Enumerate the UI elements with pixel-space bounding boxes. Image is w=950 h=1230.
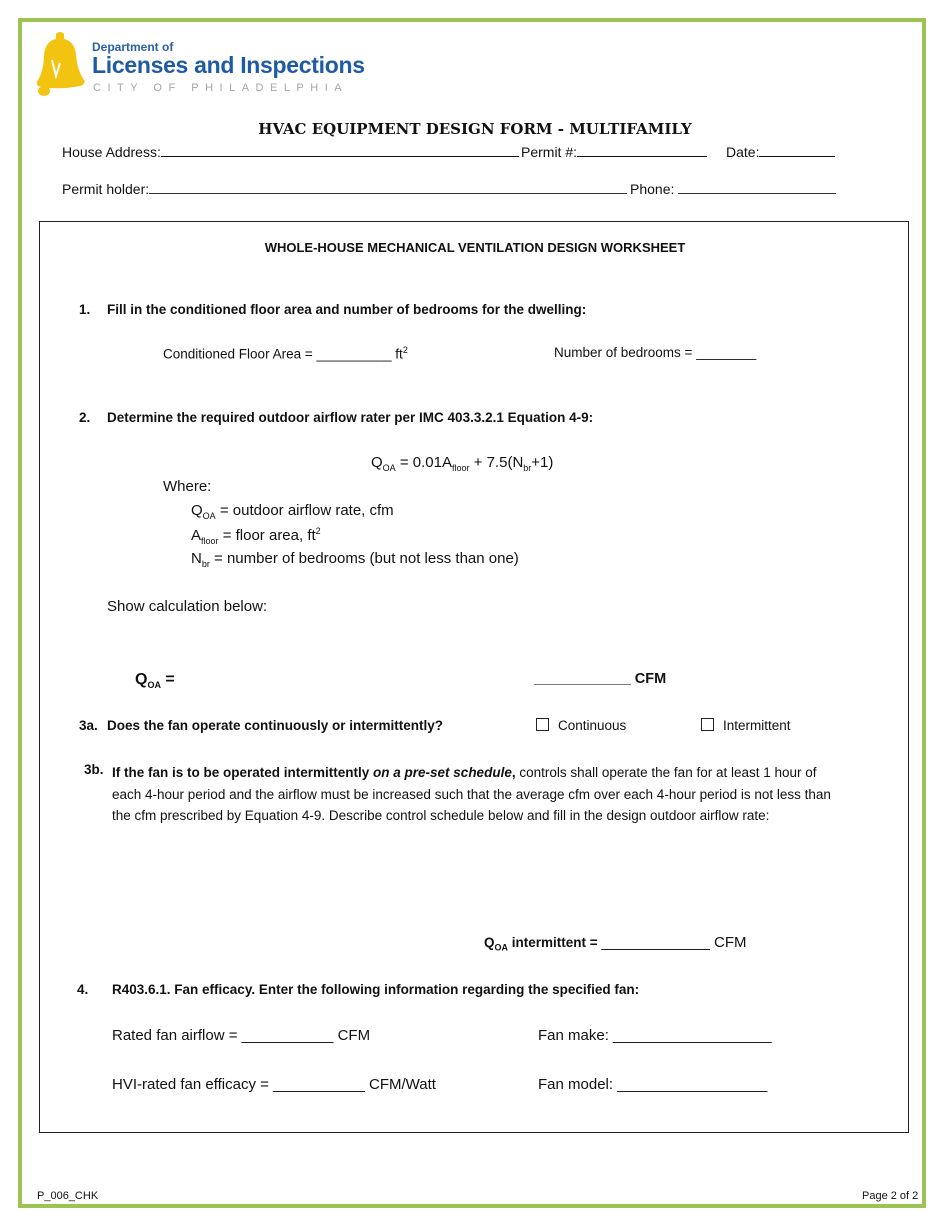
show-calculation-label: Show calculation below: bbox=[107, 598, 268, 615]
section-4-number: 4. bbox=[77, 982, 89, 997]
checkbox-icon bbox=[701, 718, 714, 731]
section-2-instruction: Determine the required outdoor airflow rater per IMC 403.3.2.1 Equation 4-9: bbox=[107, 410, 594, 425]
def2-symbol: A bbox=[191, 527, 202, 544]
permit-holder-field[interactable] bbox=[62, 179, 627, 197]
section-1-instruction: Fill in the conditioned floor area and number of bedrooms for the dwelling: bbox=[107, 302, 587, 317]
continuous-label: Continuous bbox=[558, 718, 627, 733]
qoa-symbol: Q bbox=[135, 671, 148, 688]
form-code: P_006_CHK bbox=[37, 1190, 99, 1202]
hvi-efficacy-field[interactable]: HVI-rated fan efficacy = ___________ CFM/Watt bbox=[112, 1076, 436, 1093]
page-number: Page 2 of 2 bbox=[862, 1190, 919, 1202]
date-label: Date: bbox=[726, 144, 760, 160]
intermittent-label: Intermittent bbox=[723, 718, 791, 733]
phone-label: Phone: bbox=[630, 181, 675, 197]
rated-airflow-field[interactable]: Rated fan airflow = ___________ CFM bbox=[112, 1027, 371, 1044]
def3-symbol: N bbox=[191, 550, 202, 567]
def1-text: = outdoor airflow rate, cfm bbox=[215, 502, 394, 519]
liberty-bell-icon bbox=[30, 30, 90, 98]
form-title: HVAC EQUIPMENT DESIGN FORM - MULTIFAMILY bbox=[258, 120, 692, 138]
eq-floor-sub: floor bbox=[451, 463, 470, 473]
eq-mid: = 0.01A bbox=[395, 454, 452, 471]
definition-afloor bbox=[191, 526, 321, 546]
permit-holder-label: Permit holder: bbox=[62, 181, 150, 197]
eq-br-sub: br bbox=[523, 463, 532, 473]
qint-label: intermittent = bbox=[508, 935, 602, 950]
qint-symbol: Q bbox=[484, 935, 495, 950]
intermittent-checkbox[interactable] bbox=[701, 718, 791, 733]
s3b-bold-italic: on a pre-set schedule bbox=[373, 765, 512, 780]
permit-field[interactable] bbox=[521, 142, 707, 160]
house-address-label: House Address: bbox=[62, 144, 161, 160]
s3b-bold: If the fan is to be operated intermittently bbox=[112, 765, 374, 780]
s3b-text: controls shall operate the fan for at least 1 hour of each 4-hour period and the airflow must be increased such that the average cfm over each 4-hour period is not less than the cfm prescribed by Equation 4-9. Describe control schedule below and fill in the design outdoor airflow rate: bbox=[112, 765, 831, 823]
section-4-instruction: R403.6.1. Fan efficacy. Enter the following information regarding the specified fan: bbox=[112, 982, 640, 997]
qint-sub: OA bbox=[494, 942, 509, 953]
def2-sub: floor bbox=[201, 536, 219, 546]
house-address-field[interactable] bbox=[62, 142, 519, 160]
checkbox-icon bbox=[536, 718, 549, 731]
fan-make-field[interactable]: Fan make: ___________________ bbox=[538, 1027, 772, 1044]
airflow-equation bbox=[371, 454, 553, 473]
section-1-number: 1. bbox=[79, 302, 91, 317]
eq-end: +1) bbox=[531, 454, 554, 471]
floor-area-field[interactable] bbox=[163, 345, 408, 362]
where-label: Where: bbox=[163, 478, 212, 495]
continuous-checkbox[interactable] bbox=[536, 718, 626, 733]
def3-text: = number of bedrooms (but not less than one) bbox=[209, 550, 519, 567]
def2-text: = floor area, ft bbox=[218, 527, 316, 544]
phone-field[interactable] bbox=[630, 179, 836, 197]
def3-sub: br bbox=[201, 559, 210, 569]
qoa-cfm-field[interactable]: ____________ CFM bbox=[534, 671, 667, 687]
section-3b-number: 3b. bbox=[84, 762, 104, 777]
date-field[interactable] bbox=[726, 142, 835, 160]
def1-sub: OA bbox=[202, 511, 216, 521]
logo-city: CITY OF PHILADELPHIA bbox=[93, 82, 349, 94]
s3b-comma: , bbox=[511, 765, 516, 780]
worksheet-title: WHOLE-HOUSE MECHANICAL VENTILATION DESIGN WORKSHEET bbox=[264, 240, 686, 255]
logo-agency: Licenses and Inspections bbox=[92, 52, 365, 78]
section-3a-question: Does the fan operate continuously or intermittently? bbox=[107, 718, 444, 733]
logo-department: Department of bbox=[92, 40, 174, 54]
section-3a-number: 3a. bbox=[79, 718, 98, 733]
fan-model-field[interactable]: Fan model: __________________ bbox=[538, 1076, 768, 1093]
section-3b-paragraph bbox=[112, 762, 842, 827]
eq-q-sub: OA bbox=[382, 463, 396, 473]
floor-area-label: Conditioned Floor Area = __________ ft bbox=[163, 346, 403, 362]
qint-blank: _____________ CFM bbox=[601, 934, 747, 951]
qoa-intermittent-field[interactable] bbox=[484, 934, 747, 953]
qoa-result-label bbox=[135, 671, 175, 690]
definition-qoa bbox=[191, 502, 394, 521]
def2-exponent: 2 bbox=[315, 526, 321, 536]
floor-area-exponent: 2 bbox=[402, 345, 408, 355]
permit-label: Permit #: bbox=[521, 144, 578, 160]
section-2-number: 2. bbox=[79, 410, 91, 425]
definition-nbr bbox=[191, 550, 519, 569]
def1-symbol: Q bbox=[191, 502, 203, 519]
eq-mid2: + 7.5(N bbox=[469, 454, 524, 471]
qoa-sub: OA bbox=[147, 680, 161, 691]
bedrooms-field[interactable]: Number of bedrooms = ________ bbox=[554, 345, 757, 360]
qoa-equals: = bbox=[160, 671, 175, 688]
eq-q: Q bbox=[371, 454, 383, 471]
